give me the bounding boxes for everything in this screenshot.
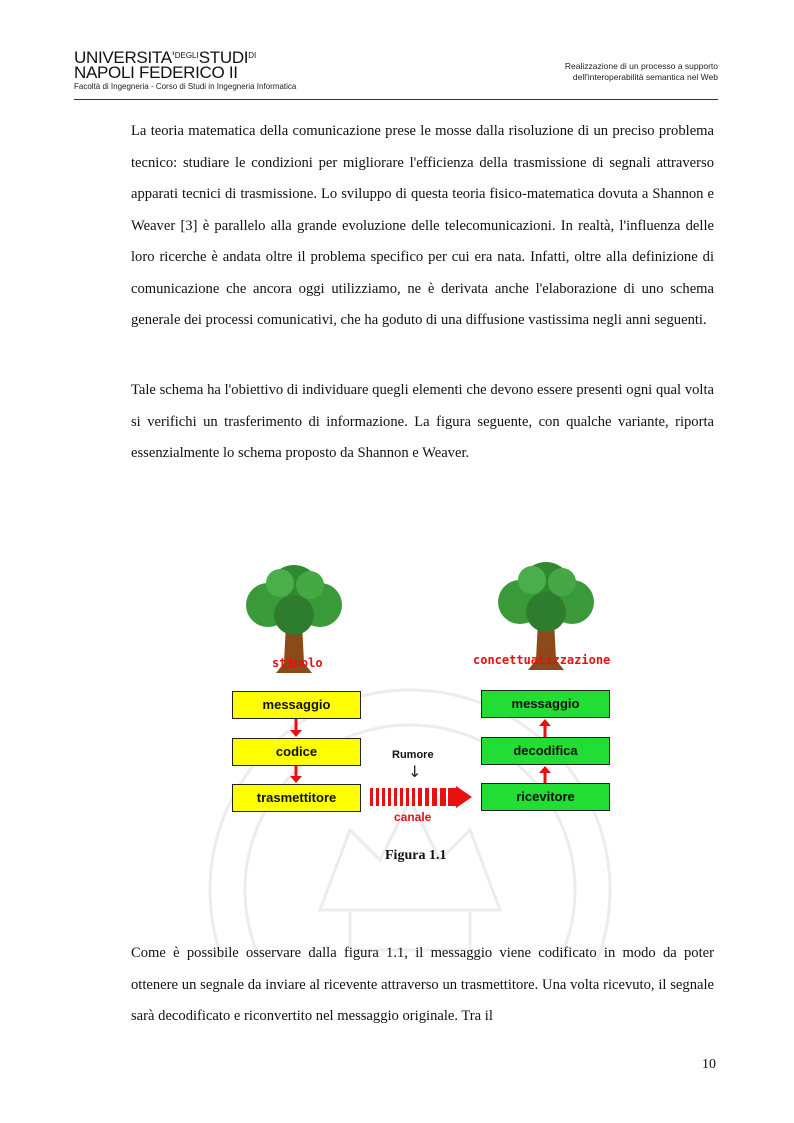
canale-label: canale — [394, 810, 432, 824]
document-title: Realizzazione di un processo a supporto dell'interoperabilità semantica nel Web — [564, 61, 718, 82]
university-logo-line1: $UNIVERSITA'^{DEGLI}STUDI^{DI}$ — [74, 48, 257, 67]
arrow-down-icon — [288, 766, 304, 784]
faculty-name: Facoltà di Ingegneria - Corso di Studi in Ingegneria Informatica — [74, 82, 297, 91]
paragraph-1: La teoria matematica della comunicazione prese le mosse dalla risoluzione di un preciso problema tecnico: studiare le condizioni per migliorare l'efficienza della trasmissione di segnali attraverso apparati tecnici di trasmissione. Lo sviluppo di questa teoria fisico-matematica dovuta a Shannon e Weaver [3] è parallelo alla grande evoluzione delle telecomunicazioni. In realtà, l'influenza delle loro ricerche è andata oltre il problema specifico per cui era nata. Infatti, oltre alla definizione di comunicazione che ancora oggi utilizziamo, ne è derivata anche l'elaborazione di uno schema generale dei processi comunicativi, che ha goduto di una diffusione vastissima negli anni seguenti. — [131, 123, 714, 328]
codice-box: codice — [232, 738, 361, 766]
paragraph-2: Tale schema ha l'obiettivo di individuare quegli elementi che devono essere presenti ogni qual volta si verifichi un trasferimento di informazione. La figura seguente, con qualche variante, riporta essenzialmente lo schema proposto da Shannon e Weaver. — [131, 382, 714, 461]
channel-arrow-icon — [370, 786, 474, 808]
arrow-up-icon — [537, 718, 553, 737]
concettualizzazione-label: concettualizzazione — [473, 653, 611, 667]
page-number: 10 — [702, 1057, 716, 1072]
decodifica-box: decodifica — [481, 737, 610, 765]
arrow-up-icon — [537, 765, 553, 783]
rumore-label: Rumore — [392, 749, 434, 761]
noise-arrow-icon: ↓ — [408, 762, 422, 781]
trasmettitore-box: trasmettitore — [232, 784, 361, 812]
receiver-messaggio-box: messaggio — [481, 690, 610, 718]
ricevitore-box: ricevitore — [481, 783, 610, 811]
paragraph-3: Come è possibile osservare dalla figura 1.1, il messaggio viene codificato in modo da poter ottenere un segnale da inviare al ricevente attraverso un trasmettitore. Una volta ricevuto, il segnale sarà decodificato e riconvertito nel messaggio originale. Tra il — [131, 945, 714, 1024]
sender-messaggio-box: messaggio — [232, 691, 361, 719]
arrow-down-icon — [288, 719, 304, 738]
figure-caption: Figura 1.1 — [385, 848, 447, 863]
stimolo-label: stimolo — [272, 656, 323, 670]
header-divider — [74, 99, 718, 100]
university-logo-line2: NAPOLI FEDERICO II — [74, 63, 238, 82]
